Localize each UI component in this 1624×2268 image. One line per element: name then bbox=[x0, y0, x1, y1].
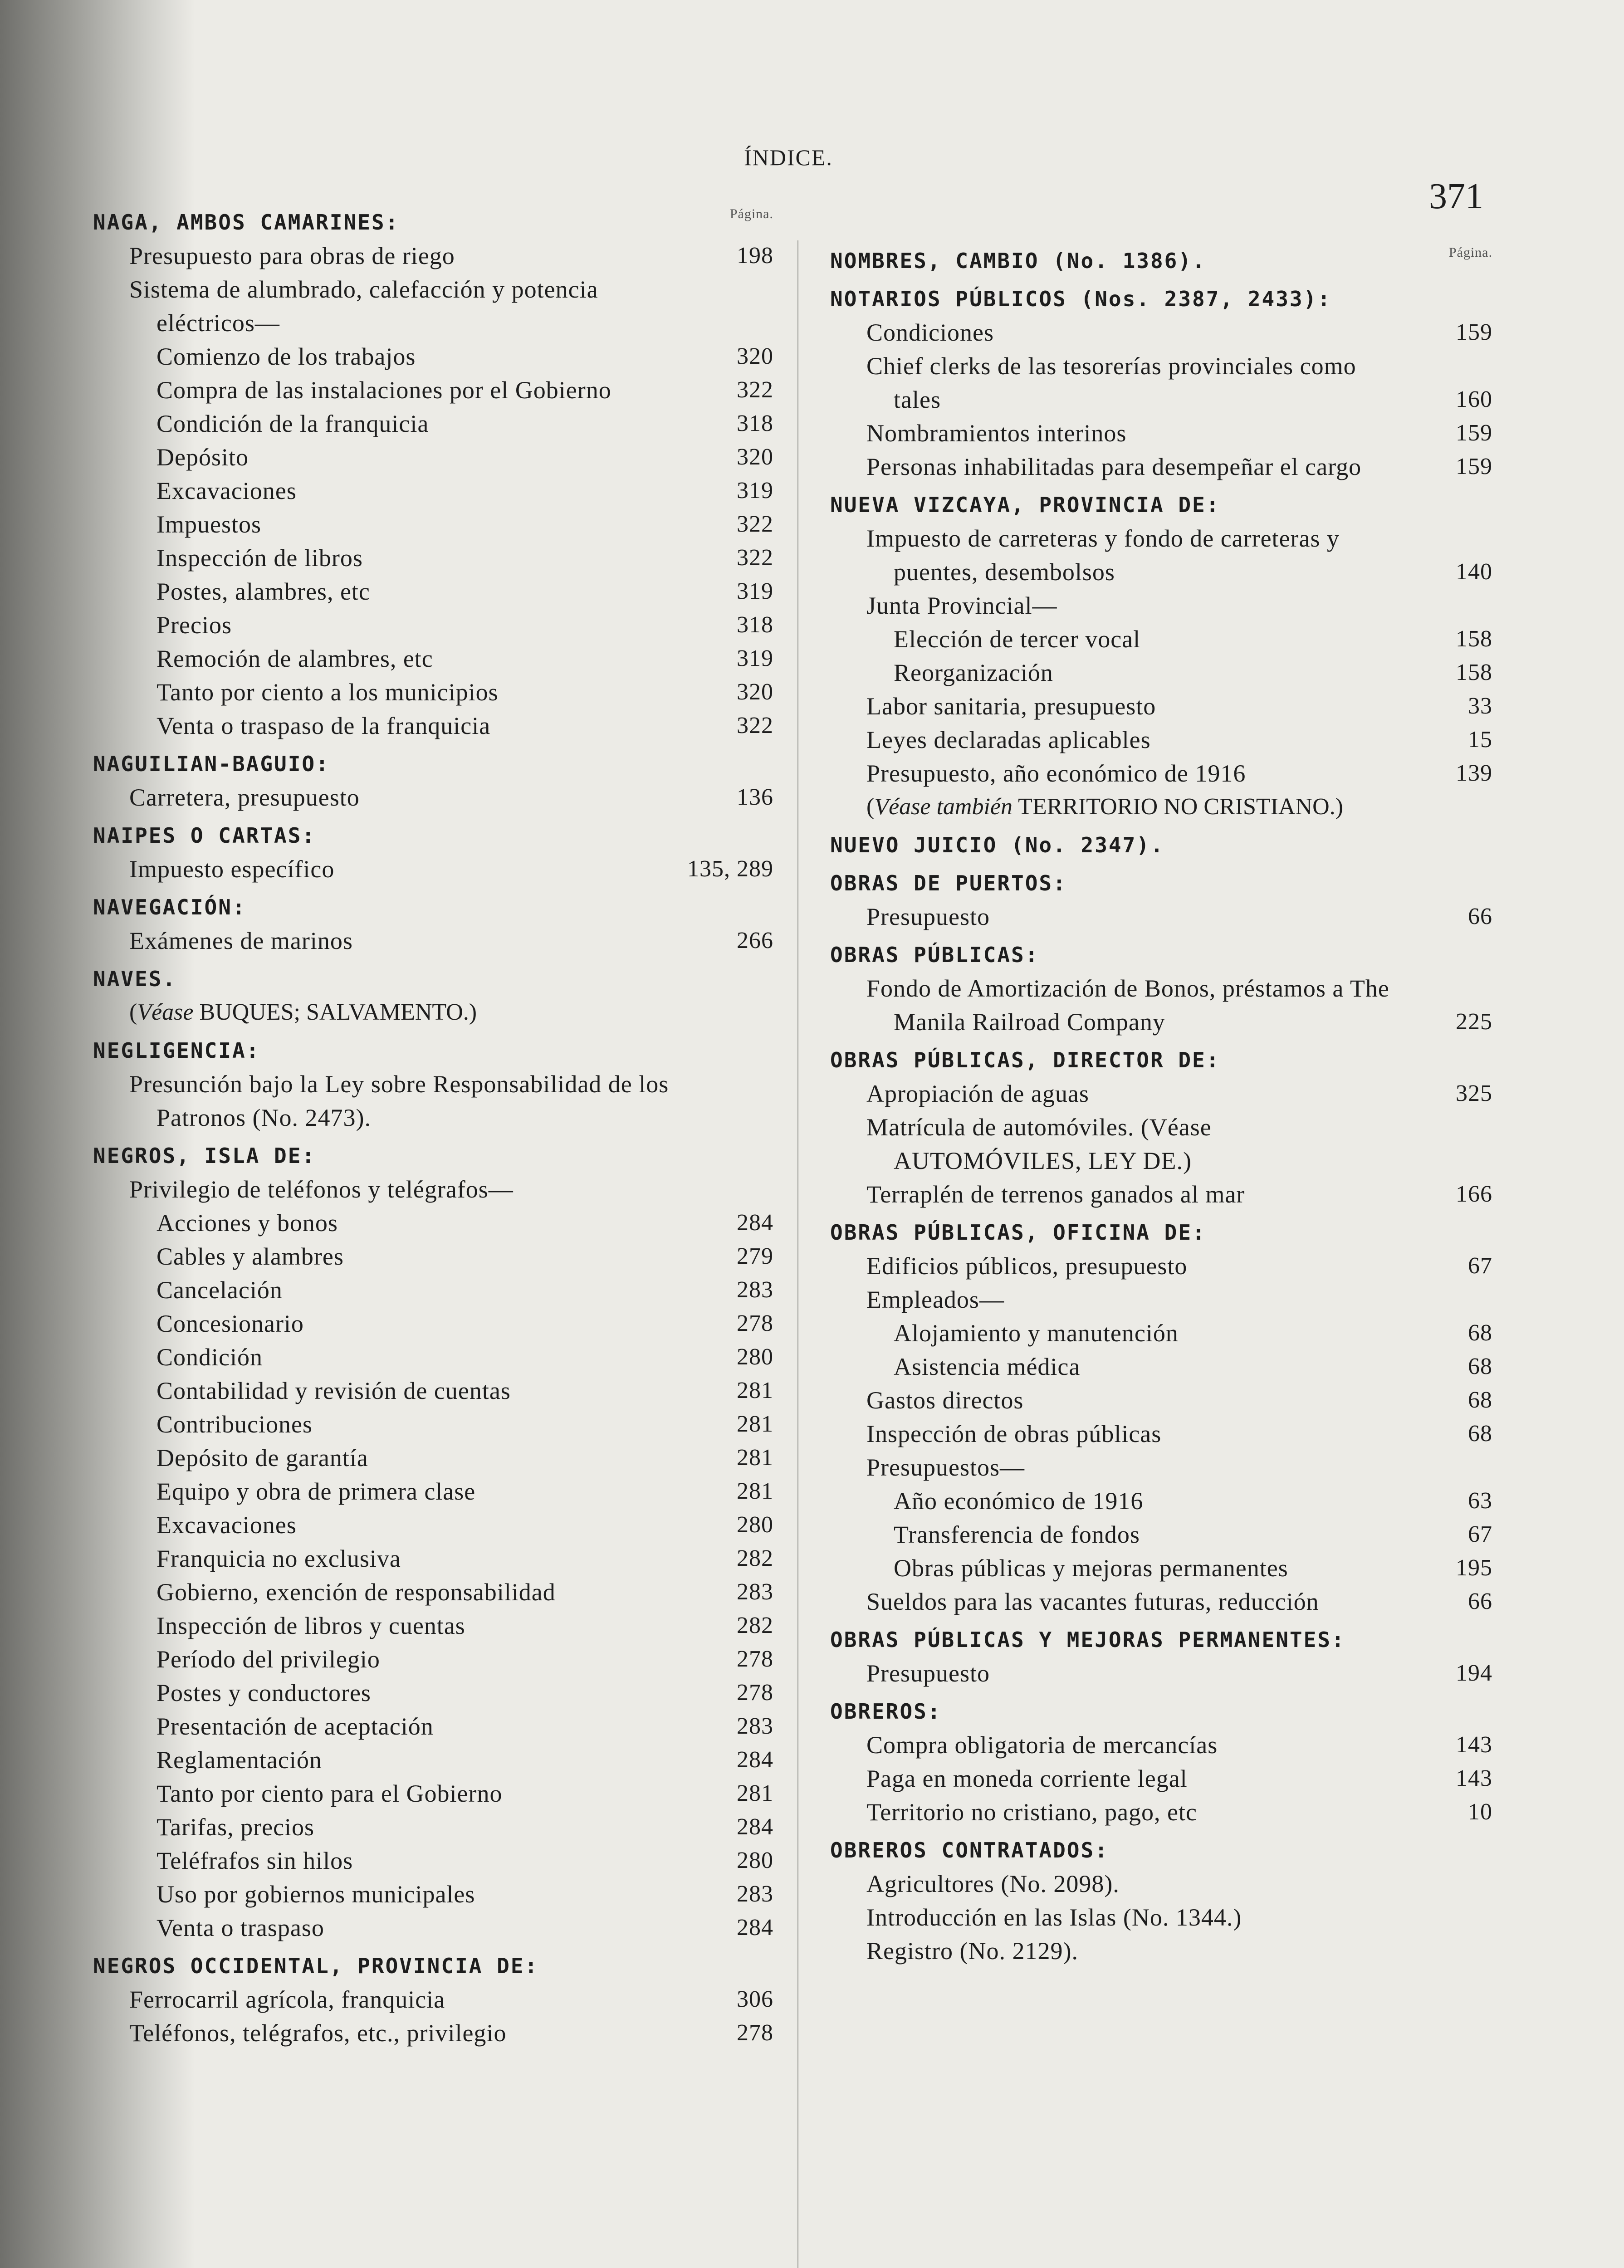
index-heading: NUEVA VIZCAYA, PROVINCIA DE: bbox=[830, 493, 1220, 517]
index-entry: Teléfonos, telégrafos, etc., privilegio 278 bbox=[129, 2019, 773, 2047]
index-heading: OBRAS PÚBLICAS, OFICINA DE: bbox=[830, 1220, 1206, 1245]
index-subentry: Excavaciones 319 bbox=[157, 477, 773, 504]
index-subentry: Teléfrafos sin hilos 280 bbox=[157, 1847, 773, 1874]
index-entry: Sistema de alumbrado, calefacción y potencia eléctricos— bbox=[129, 276, 598, 337]
index-entry: Privilegio de teléfonos y telégrafos— bbox=[129, 1176, 514, 1203]
index-entry: Chief clerks de las tesorerías provinciales como tales 160 bbox=[866, 352, 1492, 413]
index-subentry: Obras públicas y mejoras permanentes 195 bbox=[894, 1554, 1492, 1582]
see-reference: (Véase también TERRITORIO NO CRISTIANO.) bbox=[866, 794, 1343, 820]
index-subentry: Uso por gobiernos municipales 283 bbox=[157, 1881, 773, 1908]
right-column bbox=[830, 245, 1492, 1968]
index-subentry: Transferencia de fondos 67 bbox=[894, 1521, 1492, 1548]
index-entry: Presupuesto 66 bbox=[866, 903, 1492, 930]
index-heading: OBREROS: bbox=[830, 1699, 942, 1724]
index-heading: NEGROS OCCIDENTAL, PROVINCIA DE: bbox=[93, 1954, 539, 1978]
index-subentry: Impuestos 322 bbox=[157, 511, 773, 538]
index-entry: Empleados— bbox=[866, 1286, 1004, 1313]
index-subentry: Alojamiento y manutención 68 bbox=[894, 1320, 1492, 1347]
index-entry: Presupuesto para obras de riego 198 bbox=[129, 242, 773, 269]
index-entry: Compra obligatoria de mercancías 143 bbox=[866, 1731, 1492, 1759]
index-subentry: Venta o traspaso 284 bbox=[157, 1914, 773, 1941]
index-entry: Terraplén de terrenos ganados al mar 166 bbox=[866, 1181, 1492, 1208]
index-subentry: Precios 318 bbox=[157, 611, 773, 639]
index-heading: NAGUILIAN-BAGUIO: bbox=[93, 752, 330, 776]
index-entry: Inspección de obras públicas 68 bbox=[866, 1420, 1492, 1447]
index-heading: OBRAS PÚBLICAS: bbox=[830, 943, 1039, 967]
index-subentry: Contribuciones 281 bbox=[157, 1411, 773, 1438]
index-heading: NEGLIGENCIA: bbox=[93, 1038, 260, 1063]
see-reference: (Véase BUQUES; SALVAMENTO.) bbox=[129, 999, 477, 1025]
index-entry: Introducción en las Islas (No. 1344.) bbox=[866, 1904, 1242, 1931]
index-subentry: Tarifas, precios 284 bbox=[157, 1813, 773, 1841]
index-entry: Nombramientos interinos 159 bbox=[866, 420, 1492, 447]
index-subentry: Condición 280 bbox=[157, 1344, 773, 1371]
index-entry: Matrícula de automóviles. (Véase AUTOMÓVILES, LEY DE.) bbox=[866, 1114, 1212, 1174]
index-heading: NOTARIOS PÚBLICOS (Nos. 2387, 2433): bbox=[830, 287, 1331, 311]
index-subentry: Reorganización 158 bbox=[894, 659, 1492, 686]
index-entry: Fondo de Amortización de Bonos, préstamos a The Manila Railroad Company 225 bbox=[866, 975, 1492, 1036]
index-heading: NOMBRES, CAMBIO (No. 1386). bbox=[830, 249, 1206, 273]
index-entry: Junta Provincial— bbox=[866, 592, 1057, 619]
index-heading: NUEVO JUICIO (No. 2347). bbox=[830, 833, 1164, 857]
index-heading: OBREROS CONTRATADOS: bbox=[830, 1838, 1109, 1862]
index-subentry: Depósito 320 bbox=[157, 444, 773, 471]
index-subentry: Franquicia no exclusiva 282 bbox=[157, 1545, 773, 1572]
index-subentry: Año económico de 1916 63 bbox=[894, 1487, 1492, 1515]
index-subentry: Presentación de aceptación 283 bbox=[157, 1713, 773, 1740]
index-subentry: Inspección de libros 322 bbox=[157, 544, 773, 572]
index-entry: Leyes declaradas aplicables 15 bbox=[866, 726, 1492, 753]
index-entry: Apropiación de aguas 325 bbox=[866, 1080, 1492, 1107]
index-subentry: Venta o traspaso de la franquicia 322 bbox=[157, 712, 773, 739]
index-heading: NAVEGACIÓN: bbox=[93, 895, 246, 919]
page-number: 371 bbox=[1429, 176, 1483, 216]
index-subentry: Remoción de alambres, etc 319 bbox=[157, 645, 773, 672]
index-entry: Sueldos para las vacantes futuras, reducción 66 bbox=[866, 1588, 1492, 1615]
index-subentry: Postes, alambres, etc 319 bbox=[157, 578, 773, 605]
index-entry: Paga en moneda corriente legal 143 bbox=[866, 1765, 1492, 1792]
index-subentry: Período del privilegio 278 bbox=[157, 1646, 773, 1673]
index-subentry: Asistencia médica 68 bbox=[894, 1353, 1492, 1380]
page-column-label: Página. bbox=[729, 206, 773, 221]
index-heading: NEGROS, ISLA DE: bbox=[93, 1144, 316, 1168]
index-entry: Territorio no cristiano, pago, etc 10 bbox=[866, 1799, 1492, 1826]
index-entry: Personas inhabilitadas para desempeñar el cargo 159 bbox=[866, 453, 1492, 480]
index-entry: Presupuesto, año económico de 1916 139 bbox=[866, 760, 1492, 787]
index-entry: Exámenes de marinos 266 bbox=[129, 927, 773, 954]
index-heading: NAVES. bbox=[93, 967, 177, 991]
index-subentry: Condición de la franquicia 318 bbox=[157, 410, 773, 437]
index-subentry: Comienzo de los trabajos 320 bbox=[157, 343, 773, 370]
index-entry: Registro (No. 2129). bbox=[866, 1937, 1078, 1965]
index-subentry: Reglamentación 284 bbox=[157, 1746, 773, 1774]
index-subentry: Depósito de garantía 281 bbox=[157, 1444, 773, 1471]
index-subentry: Contabilidad y revisión de cuentas 281 bbox=[157, 1377, 773, 1404]
index-subentry: Tanto por ciento a los municipios 320 bbox=[157, 679, 773, 706]
index-entry: Agricultores (No. 2098). bbox=[866, 1870, 1120, 1897]
index-subentry: Excavaciones 280 bbox=[157, 1511, 773, 1539]
index-entry: Edificios públicos, presupuesto 67 bbox=[866, 1252, 1492, 1280]
index-subentry: Acciones y bonos 284 bbox=[157, 1209, 773, 1237]
index-entry: Carretera, presupuesto 136 bbox=[129, 784, 773, 811]
index-subentry: Cables y alambres 279 bbox=[157, 1243, 773, 1270]
index-subentry: Concesionario 278 bbox=[157, 1310, 773, 1337]
index-entry: Presupuesto 194 bbox=[866, 1660, 1492, 1687]
index-heading: OBRAS PÚBLICAS, DIRECTOR DE: bbox=[830, 1048, 1220, 1072]
page-column-label: Página. bbox=[1448, 245, 1492, 260]
index-subentry: Gobierno, exención de responsabilidad 283 bbox=[157, 1579, 773, 1606]
index-heading: OBRAS DE PUERTOS: bbox=[830, 871, 1067, 895]
index-heading: NAGA, AMBOS CAMARINES: bbox=[93, 210, 400, 235]
index-subentry: Cancelación 283 bbox=[157, 1276, 773, 1304]
index-heading: NAIPES O CARTAS: bbox=[93, 823, 316, 848]
index-entry: Labor sanitaria, presupuesto 33 bbox=[866, 693, 1492, 720]
left-column bbox=[93, 206, 773, 2050]
index-entry: Presupuestos— bbox=[866, 1454, 1025, 1481]
index-subentry: Compra de las instalaciones por el Gobierno 322 bbox=[157, 376, 773, 404]
index-entry: Impuesto de carreteras y fondo de carreteras y puentes, desembolsos 140 bbox=[866, 525, 1492, 586]
index-heading: OBRAS PÚBLICAS Y MEJORAS PERMANENTES: bbox=[830, 1628, 1345, 1652]
index-entry: Condiciones 159 bbox=[866, 319, 1492, 346]
index-subentry: Elección de tercer vocal 158 bbox=[894, 626, 1492, 653]
index-entry: Impuesto específico 135, 289 bbox=[129, 855, 773, 883]
index-subentry: Equipo y obra de primera clase 281 bbox=[157, 1478, 773, 1505]
index-entry: Presunción bajo la Ley sobre Responsabilidad de los Patronos (No. 2473). bbox=[129, 1070, 669, 1131]
column-divider bbox=[797, 240, 798, 2268]
index-subentry: Postes y conductores 278 bbox=[157, 1679, 773, 1706]
index-subentry: Tanto por ciento para el Gobierno 281 bbox=[157, 1780, 773, 1807]
index-entry: Ferrocarril agrícola, franquicia 306 bbox=[129, 1986, 773, 2013]
page-title: ÍNDICE. bbox=[744, 145, 833, 170]
index-entry: Gastos directos 68 bbox=[866, 1387, 1492, 1414]
index-subentry: Inspección de libros y cuentas 282 bbox=[157, 1612, 773, 1639]
